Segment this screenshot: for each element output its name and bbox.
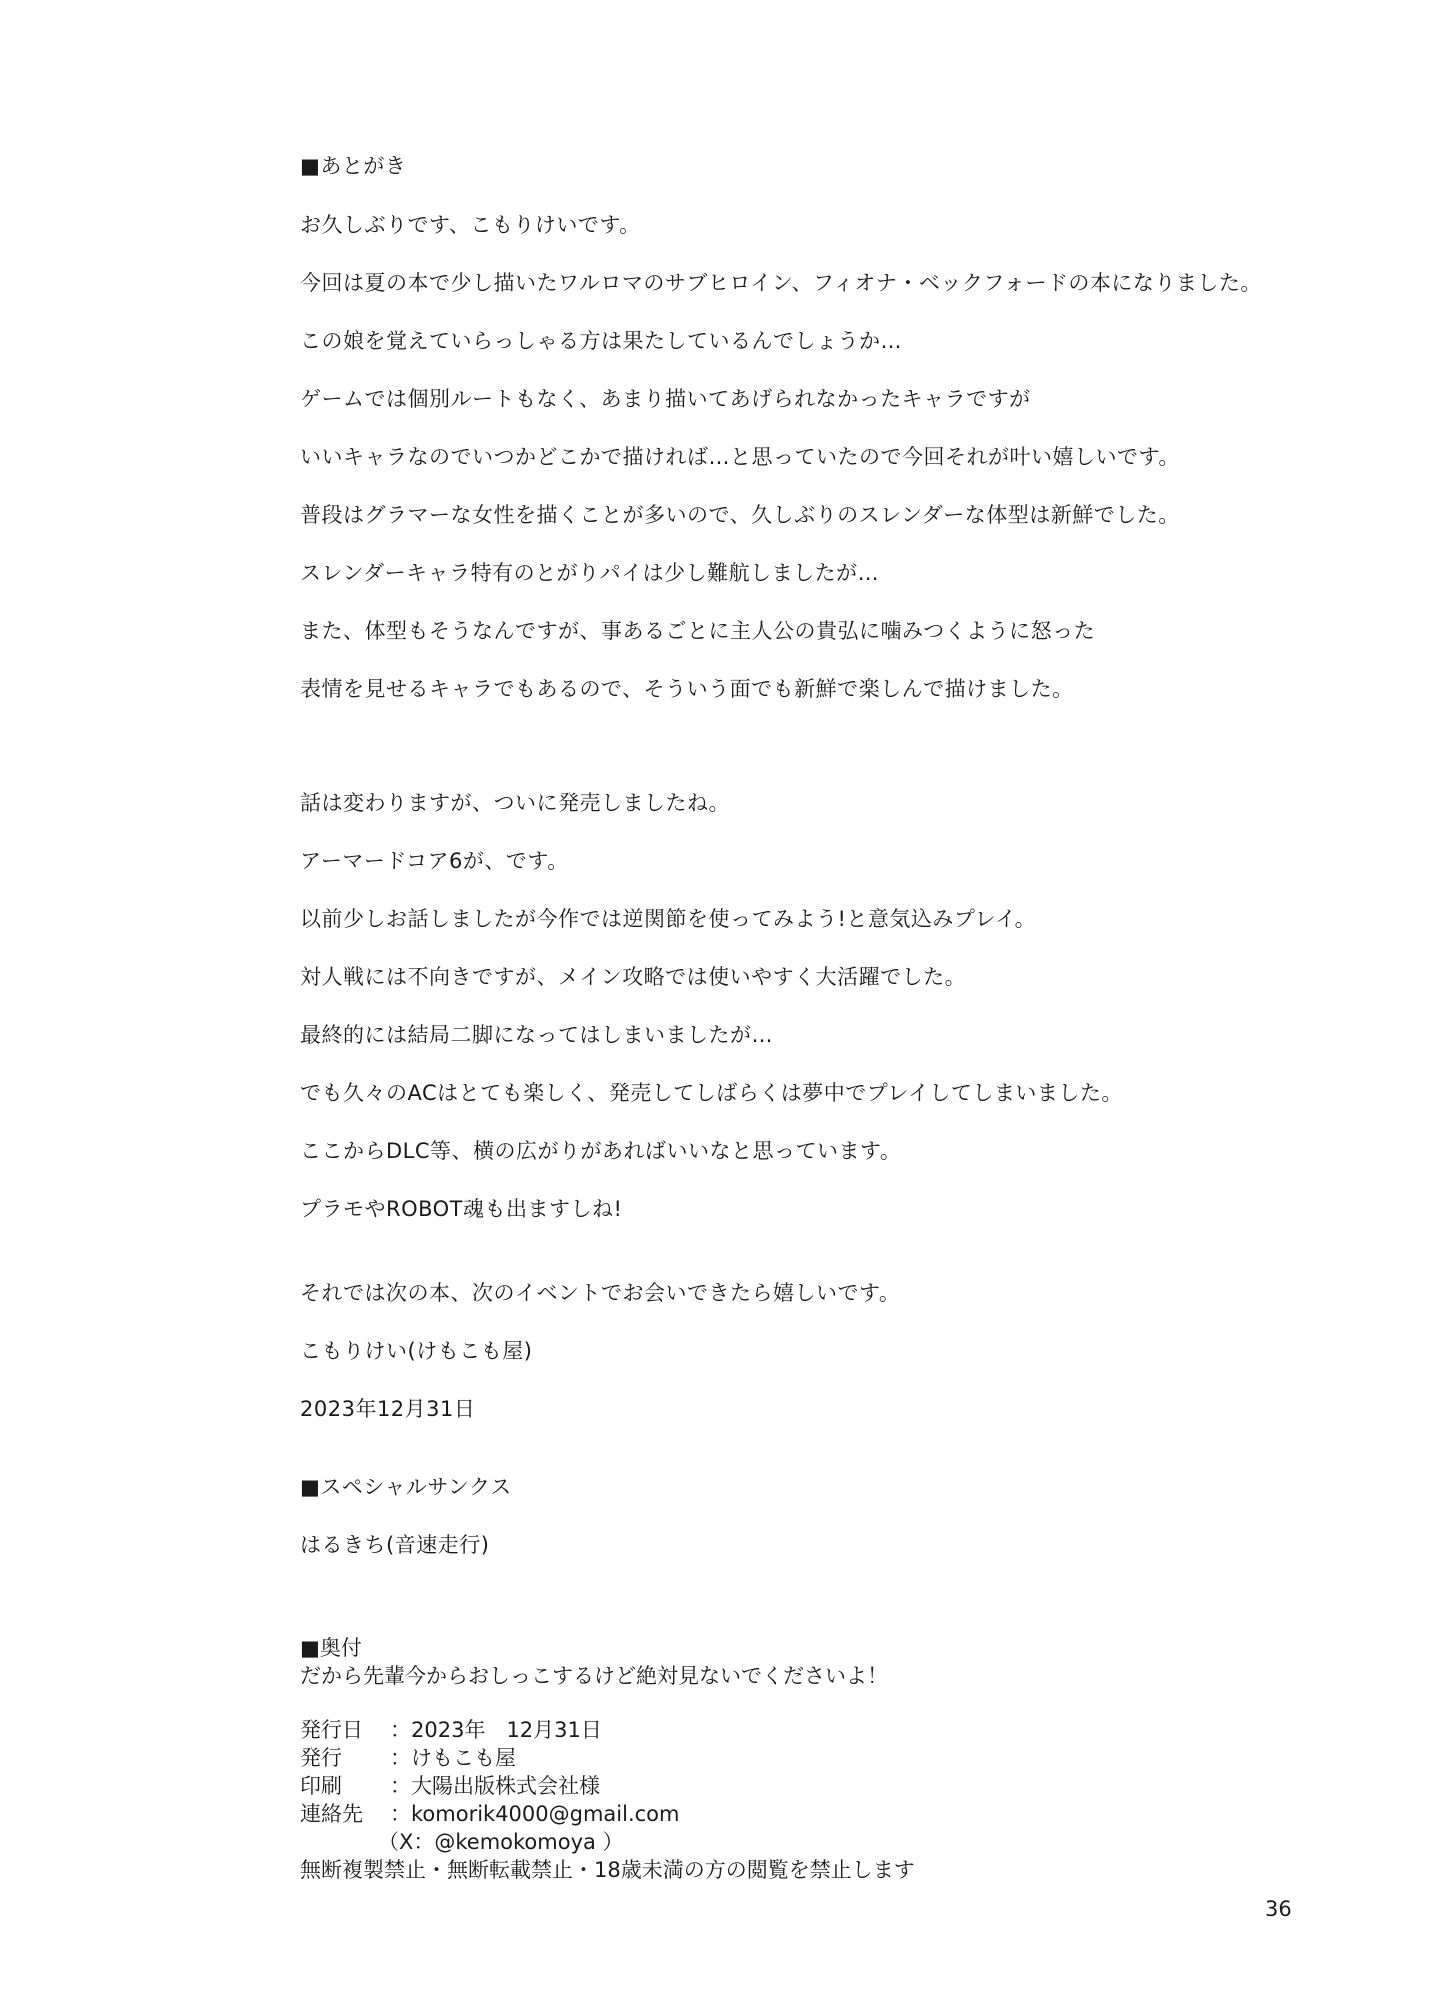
colophon-label: 発行日 — [300, 1718, 363, 1742]
thanks-heading: ■スペシャルサンクス — [300, 1475, 512, 1499]
afterword-paragraph: いいキャラなのでいつかどこかで描ければ…と思っていたので今回それが叶い嬉しいです。 — [300, 445, 1180, 469]
colophon-value: ：大陽出版株式会社様 — [390, 1774, 600, 1798]
page-number: 36 — [1265, 1897, 1292, 1921]
colophon-title: だから先輩今からおしっこするけど絶対見ないでくださいよ！ — [300, 1664, 888, 1688]
colophon-notice: 無断複製禁止・無断転載禁止・18歳未満の方の閲覧を禁止します — [300, 1858, 915, 1882]
afterword-paragraph: 表情を見せるキャラでもあるので、そういう面でも新鮮で楽しんで描けました。 — [300, 677, 1074, 701]
colophon-label: 印刷 — [300, 1774, 342, 1798]
afterword-paragraph: 普段はグラマーな女性を描くことが多いので、久しぶりのスレンダーな体型は新鮮でした。 — [300, 503, 1180, 527]
afterword-paragraph: アーマードコア6が、です。 — [300, 849, 569, 873]
afterword-signature: こもりけい(けもこも屋) — [300, 1339, 533, 1363]
afterword-paragraph: 対人戦には不向きですが、メイン攻略では使いやすく大活躍でした。 — [300, 965, 967, 989]
afterword-paragraph: 以前少しお話しましたが今作では逆関節を使ってみよう!と意気込みプレイ。 — [300, 907, 1037, 931]
afterword-paragraph: 今回は夏の本で少し描いたワルロマのサブヒロイン、フィオナ・ベックフォードの本になりました。 — [300, 271, 1262, 295]
afterword-date: 2023年12月31日 — [300, 1397, 476, 1421]
colophon-email: ：komorik4000@gmail.com — [390, 1802, 680, 1826]
afterword-paragraph: ゲームでは個別ルートもなく、あまり描いてあげられなかったキャラですが — [300, 387, 1031, 411]
afterword-paragraph: でも久々のACはとても楽しく、発売してしばらくは夢中でプレイしてしまいました。 — [300, 1081, 1123, 1105]
afterword-paragraph: 話は変わりますが、ついに発売しましたね。 — [300, 791, 730, 815]
thanks-name: はるきち(音速走行) — [300, 1533, 490, 1557]
colophon-label: 発行 — [300, 1746, 342, 1770]
colophon-label: 連絡先 — [300, 1802, 363, 1826]
colophon-contact — [300, 1802, 680, 1826]
colophon-x-account: （X：@kemokomoya ） — [378, 1830, 624, 1854]
afterword-paragraph: 最終的には結局二脚になってはしまいましたが… — [300, 1023, 773, 1047]
colophon-publisher — [300, 1746, 516, 1770]
colophon-printer — [300, 1774, 600, 1798]
afterword-paragraph: プラモやROBOT魂も出ますしね! — [300, 1197, 623, 1221]
colophon-value: ：けもこも屋 — [390, 1746, 516, 1770]
afterword-paragraph: それでは次の本、次のイベントでお会いできたら嬉しいです。 — [300, 1281, 901, 1305]
colophon-issue-date — [300, 1718, 602, 1742]
afterword-paragraph: スレンダーキャラ特有のとがりパイは少し難航しましたが… — [300, 561, 880, 585]
afterword-paragraph: お久しぶりです、こもりけいです。 — [300, 213, 641, 237]
colophon-heading: ■奥付 — [300, 1636, 362, 1660]
afterword-heading: ■あとがき — [300, 154, 407, 178]
afterword-paragraph: また、体型もそうなんですが、事あるごとに主人公の貴弘に噛みつくように怒った — [300, 619, 1096, 643]
afterword-paragraph: ここからDLC等、横の広がりがあればいいなと思っています。 — [300, 1139, 902, 1163]
colophon-value: ：2023年 12月31日 — [390, 1718, 602, 1742]
afterword-paragraph: この娘を覚えていらっしゃる方は果たしているんでしょうか… — [300, 329, 902, 353]
